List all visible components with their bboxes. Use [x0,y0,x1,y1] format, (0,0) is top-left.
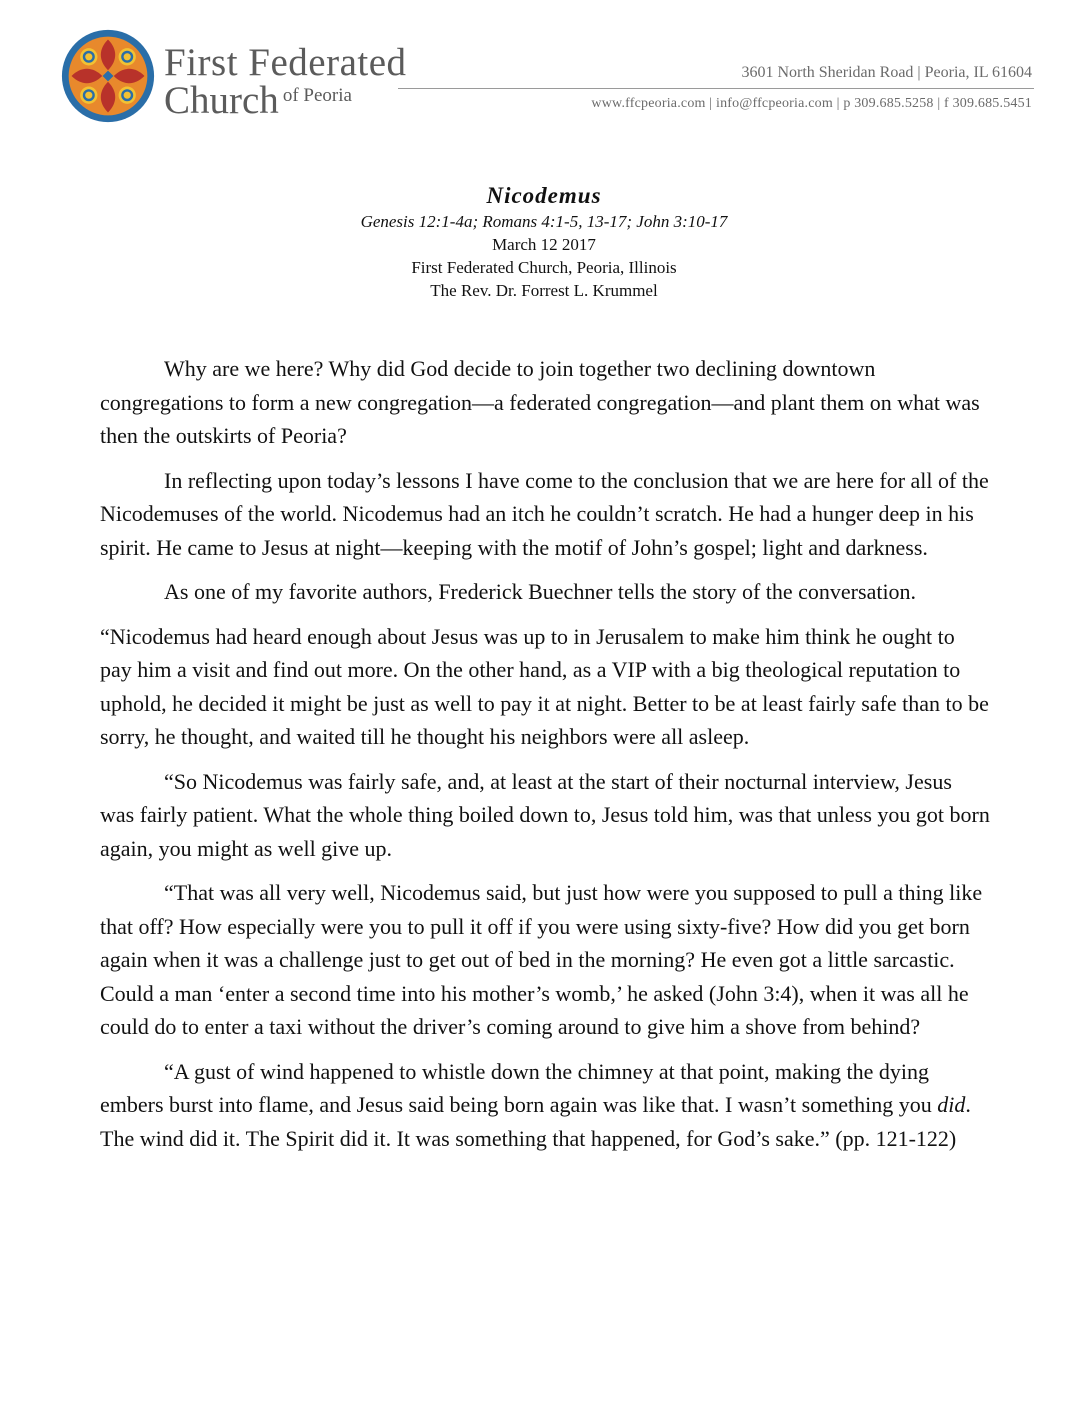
church-name-line-1: First Federated [164,41,407,84]
cross-quatrefoil-logo-icon [60,28,156,124]
sermon-title: Nicodemus [486,183,602,208]
emphasized-word: did [937,1092,966,1117]
church-name-word: Church [164,79,279,122]
sermon-date: March 12 2017 [492,235,596,254]
church-contact-info: www.ffcpeoria.com | info@ffcpeoria.com | p 309.685.5258 | f 309.685.5451 [591,96,1032,111]
sermon-body [100,352,990,1166]
sermon-location: First Federated Church, Peoria, Illinois [411,258,677,277]
body-paragraph: In reflecting upon today’s lessons I have come to the conclusion that we are here for all of the Nicodemuses of the world. Nicodemus had an itch he couldn’t scratch. He had a hunger deep in his spirit. He came to Jesus at night—keeping with the motif of John’s gospel; light and darkness. [100,467,989,560]
header-divider [398,88,1034,89]
body-paragraph: Why are we here? Why did God decide to join together two declining downtown congregations to form a new congregation—a federated congregation—and plant them on what was then the outskirts of Peoria? [100,356,980,448]
quote-paragraph: “Nicodemus had heard enough about Jesus was up to in Jerusalem to make him think he ought to pay him a visit and find out more. On the other hand, as a VIP with a big theological reputation to uphold, he decided it might be just as well to pay it at night. Better to be at least fairly safe than to be sorry, he thought, and waited till he thought his neighbors were all asleep. [100,623,989,749]
quote-paragraph: “So Nicodemus was fairly safe, and, at least at the start of their nocturnal interview, Jesus was fairly patient. What the whole thing boiled down to, Jesus told him, was that unless you got born again, you might as well give up. [100,768,990,861]
church-name-suffix: of Peoria [282,85,352,106]
letterhead [0,0,1088,130]
quote-paragraph: “That was all very well, Nicodemus said, but just how were you supposed to pull a thing like that off? How especially were you to pull it off if you were using sixty-five? How did you get born again when it was a challenge just to get out of bed in the morning? He even got a little sarcastic. Could a man ‘enter a second time into his mother’s womb,’ he asked (John 3:4), when it was all he could do to enter a taxi without the driver’s coming around to give him a shove from behind? [100,880,983,1039]
sermon-header [0,184,1088,302]
body-paragraph: As one of my favorite authors, Frederick Buechner tells the story of the conversation. [164,579,917,604]
quote-paragraph [100,1055,990,1156]
church-name-line-2 [164,78,352,123]
quote-text: “A gust of wind happened to whistle down the chimney at that point, making the dying embers burst into flame, and Jesus said being born again was like that. I wasn’t something you [100,1058,938,1117]
quote-text: . The wind did it. The Spirit did it. It was something that happened, for God’s sake.” (pp. 121-122) [100,1092,971,1151]
sermon-preacher: The Rev. Dr. Forrest L. Krummel [430,281,658,300]
church-address: 3601 North Sheridan Road | Peoria, IL 61604 [741,64,1032,81]
scripture-references: Genesis 12:1-4a; Romans 4:1-5, 13-17; John 3:10-17 [360,212,728,231]
